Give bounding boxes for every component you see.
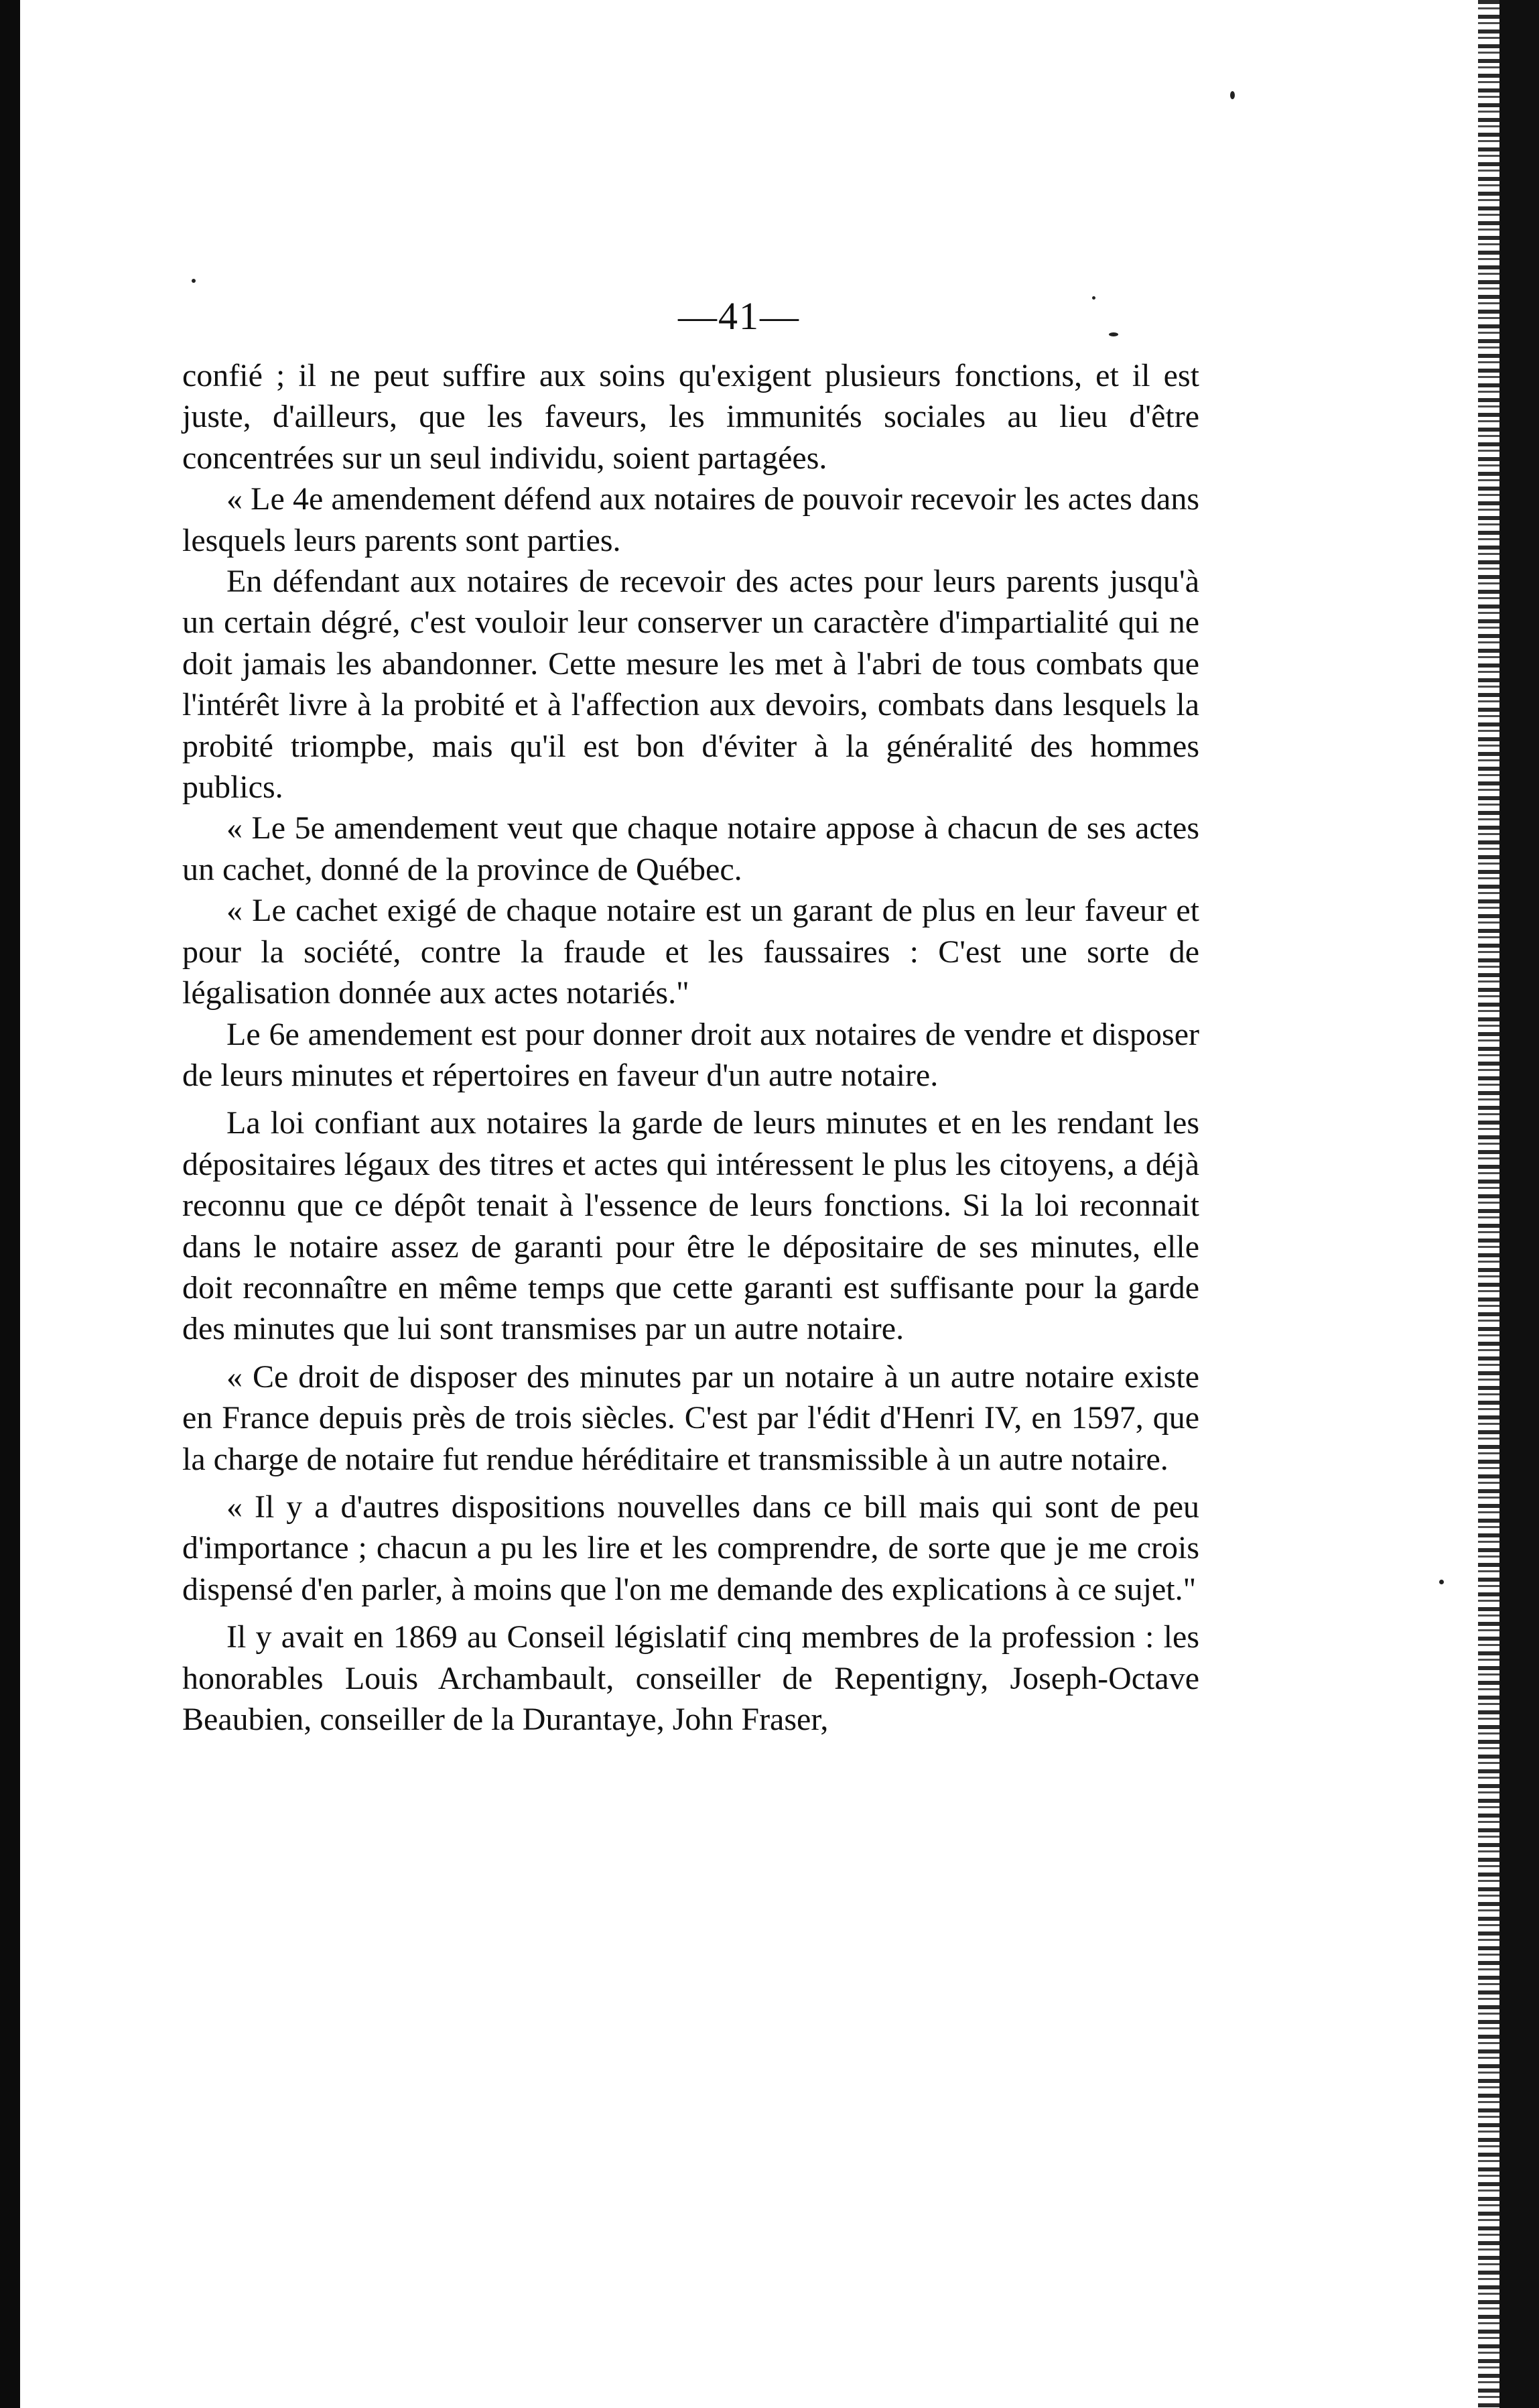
print-speck <box>1439 1580 1444 1584</box>
paragraph: confié ; il ne peut suffire aux soins qu'exigent plusieurs fonctions, et il est juste, d'ailleurs, que les faveurs, les immunités sociales au lieu d'être concentrées sur un seul individu, soient partagées. <box>182 358 1199 476</box>
left-binding-edge <box>0 0 20 2408</box>
page-number: —41— <box>678 294 800 338</box>
paragraph: « Il y a d'autres dispositions nouvelles dans ce bill mais qui sont de peu d'importance ; chacun a pu les lire et les comprendre, de sorte que je me crois dispensé d'en parler, à moins que l'on me demande des explications à ce sujet." <box>182 1488 1199 1607</box>
right-page-edge-shadow <box>1499 0 1539 2408</box>
document-body <box>182 355 1199 1740</box>
paragraph: « Ce droit de disposer des minutes par un notaire à un autre notaire existe en France depuis près de trois siècles. C'est par l'édit d'Henri IV, en 1597, que la charge de notaire fut rendue héréditaire et transmissible à un autre notaire. <box>182 1358 1199 1477</box>
paragraph: « Le cachet exigé de chaque notaire est un garant de plus en leur faveur et pour la société, contre la fraude et les faussaires : C'est une sorte de légalisation donnée aux actes notariés." <box>182 893 1199 1011</box>
paragraph: Il y avait en 1869 au Conseil législatif cinq membres de la profession : les honorables Louis Archambault, conseiller de Repentigny, Joseph-Octave Beaubien, conseiller de la Durantaye, John Fraser, <box>182 1619 1199 1737</box>
paragraph: En défendant aux notaires de recevoir des actes pour leurs parents jusqu'à un certain dégré, c'est vouloir leur conserver un caractère d'impartialité qui ne doit jamais les abandonner. Cette mesure les met à l'abri de tous combats que l'intérêt livre à la probité et à l'affection aux devoirs, combats dans lesquels la probité triompbe, mais qu'il est bon d'éviter à la généralité des hommes publics. <box>182 564 1199 806</box>
paragraph: Le 6e amendement est pour donner droit aux notaires de vendre et disposer de leurs minutes et répertoires en faveur d'un autre notaire. <box>182 1016 1199 1093</box>
print-speck <box>1230 91 1235 99</box>
paragraph: « Le 4e amendement défend aux notaires de pouvoir recevoir les actes dans lesquels leurs parents sont parties. <box>182 481 1199 558</box>
paragraph: « Le 5e amendement veut que chaque notaire appose à chacun de ses actes un cachet, donné de la province de Québec. <box>182 810 1199 887</box>
print-speck <box>192 279 196 283</box>
paragraph: La loi confiant aux notaires la garde de leurs minutes et en les rendant les dépositaires légaux des titres et actes qui intéressent le plus les citoyens, a déjà reconnu que ce dépôt tenait à l'essence de leurs fonctions. Si la loi reconnait dans le notaire assez de garanti pour être le dépositaire de ses minutes, elle doit reconnaître en même temps que cette garanti est suffisante pour la garde des minutes que lui sont transmises par un autre notaire. <box>182 1105 1199 1347</box>
